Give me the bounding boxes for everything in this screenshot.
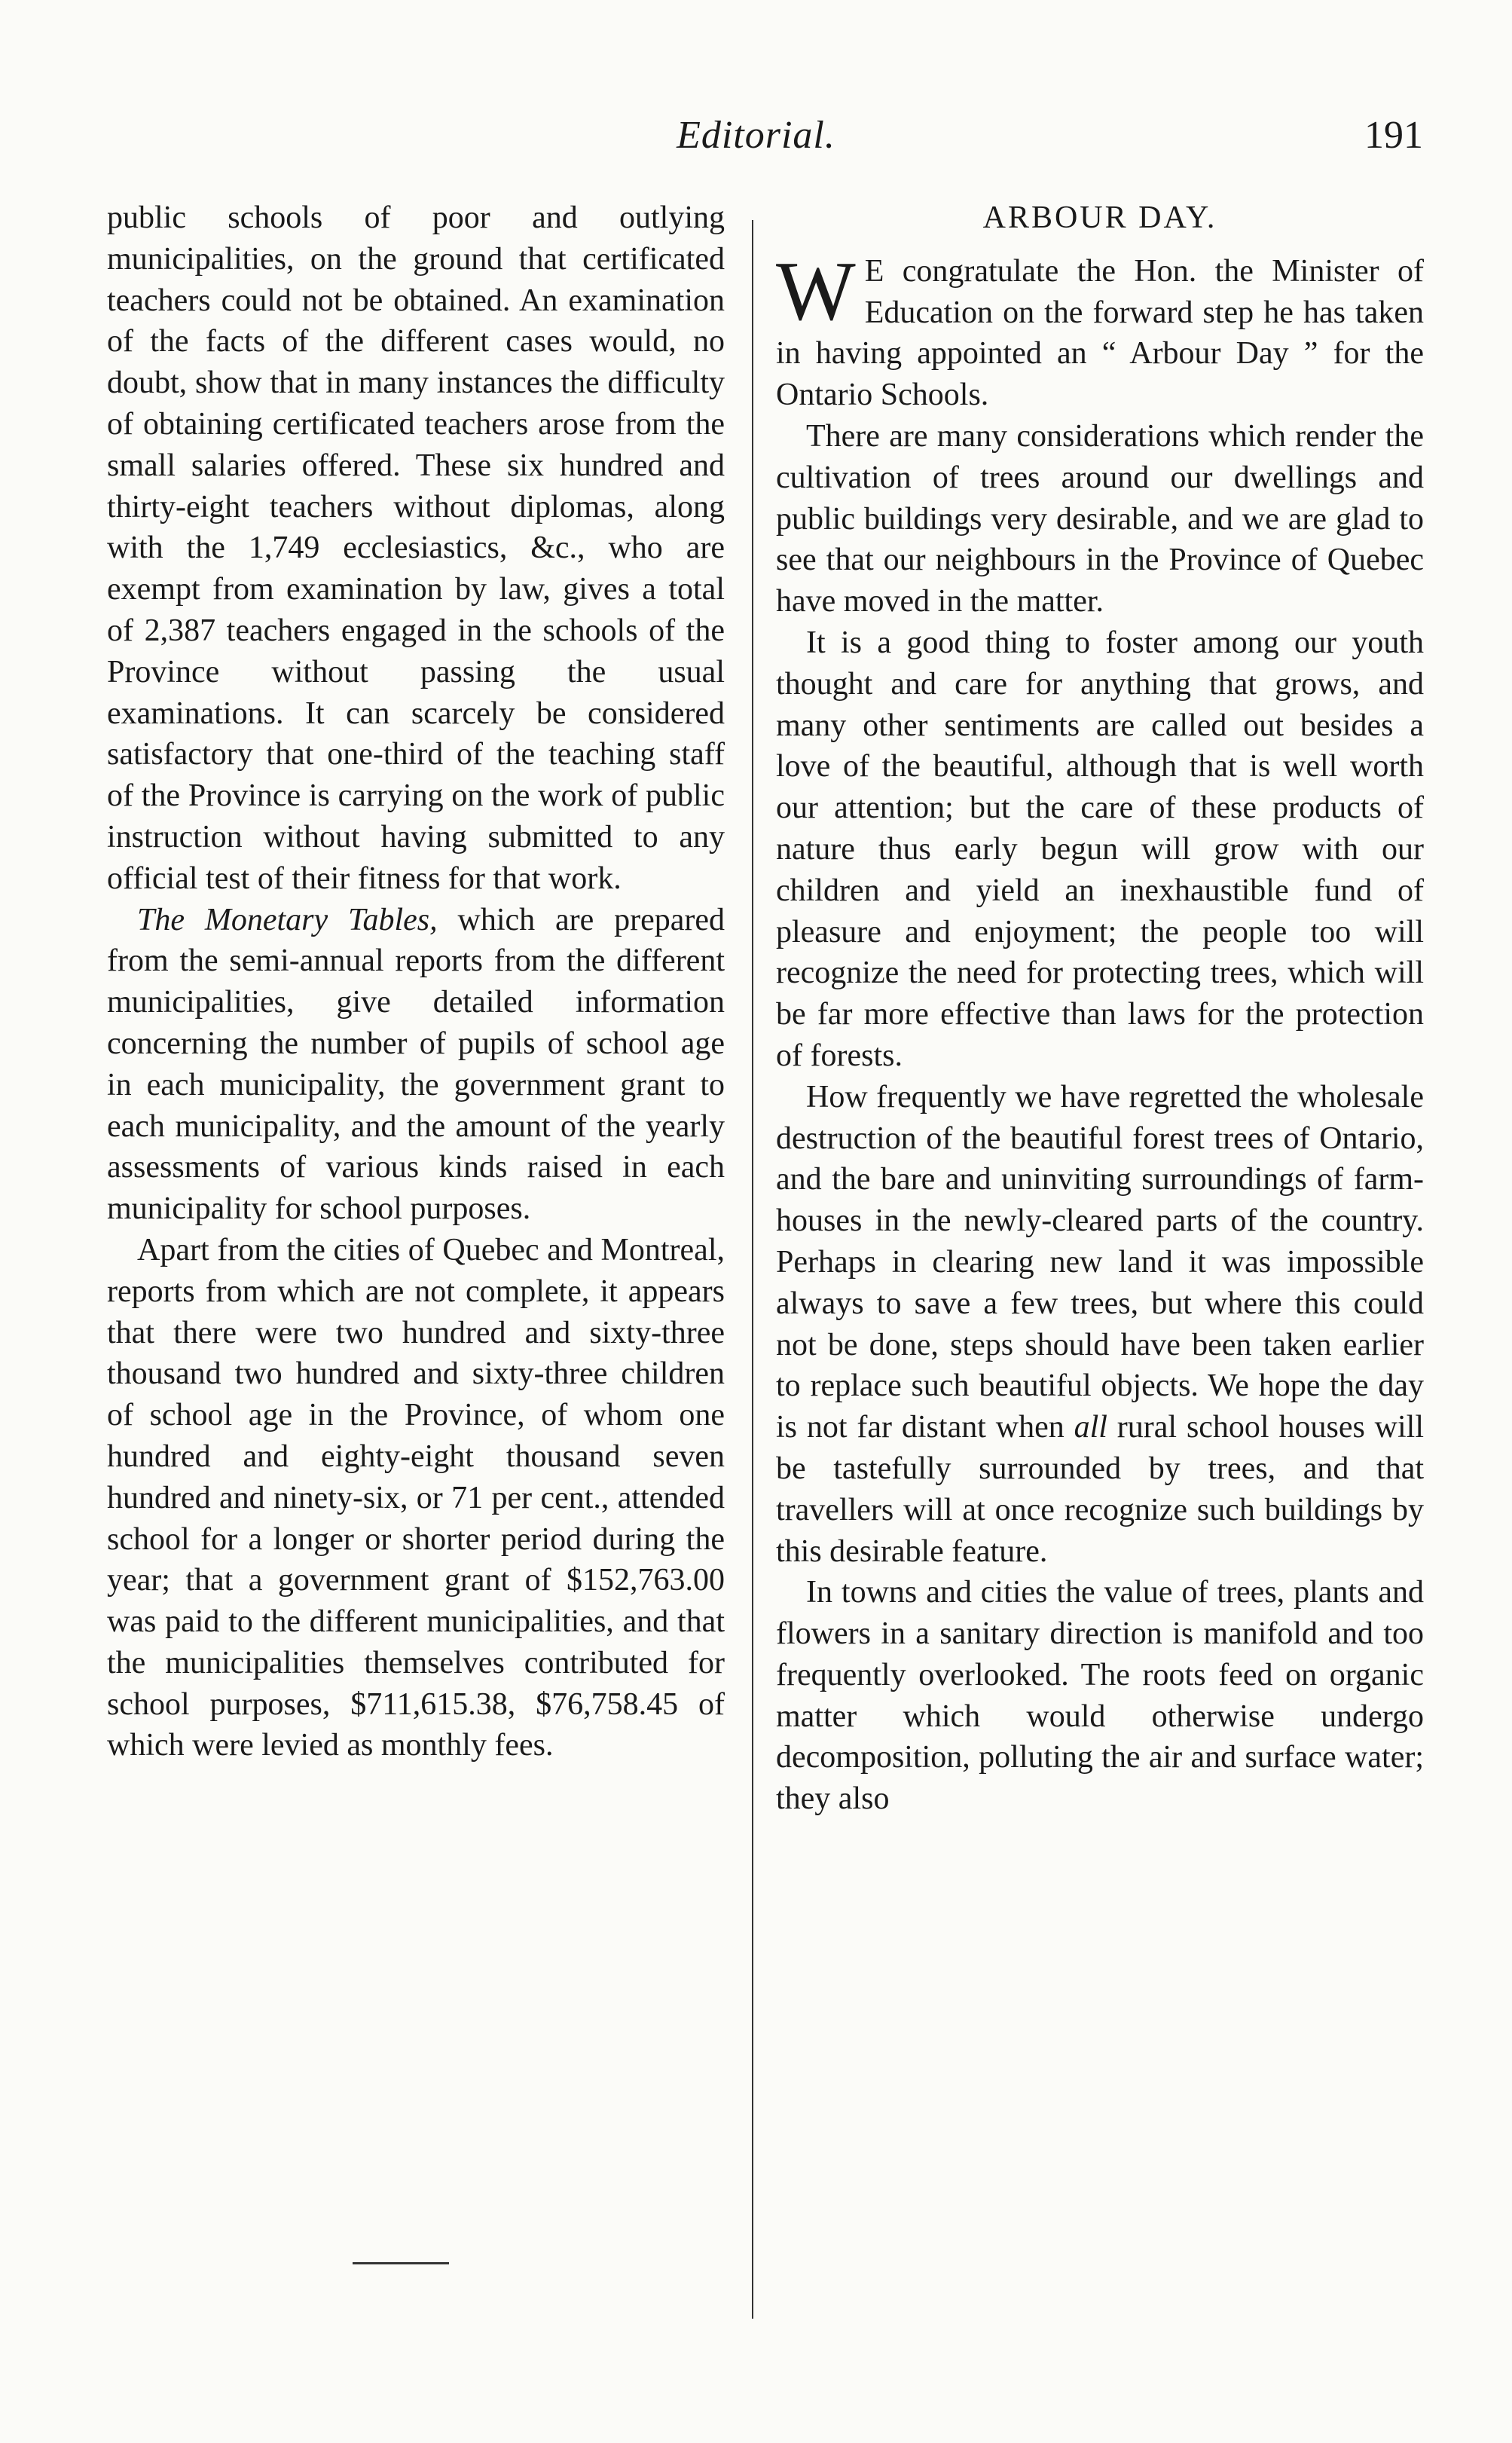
monetary-tables-italic: The Monetary Tables, [137, 902, 438, 937]
paragraph-monetary-tables [107, 900, 725, 1230]
section-heading: ARBOUR DAY. [982, 200, 1217, 235]
page-number: 191 [1364, 114, 1423, 157]
paragraph-considerations: There are many considerations which render the cultivation of trees around our dwellings and public buildings very desirable, and we are glad to see that our neighbours in the Province of Quebec have moved in the matter. [776, 418, 1424, 619]
paragraph-school-statistics: Apart from the cities of Quebec and Montreal, reports from which are not complete, it appears that there were two hundred and sixty-three thousand two hundred and sixty-three children of school age in the Province, of whom one hundred and eighty-eight thousand seven hundred and ninety-six, or 71 per cent., attended school for a longer or shorter period during the year; that a government grant of $152,763.00 was paid to the different municipalities, and that the municipalities themselves contributed for school purposes, $711,615.38, $76,758.45 of which were levied as monthly fees. [107, 1232, 725, 1763]
congratulate-text: E congratulate the Hon. the Minister of Education on the forward step he has taken in having appointed an “ Arbour Day ” for the Ontario Schools. [776, 253, 1424, 413]
section-end-rule [353, 2262, 449, 2264]
drop-cap: W [776, 244, 856, 338]
regret-italic: all [1074, 1410, 1107, 1445]
paragraph-teachers: public schools of poor and outlying municipalities, on the ground that certificated teachers could not be obtained. An examination of the facts of the different cases would, no doubt, show that in many instances the difficulty of obtaining certificated teachers arose from the small salaries offered. These six hundred and thirty-eight teachers without diplomas, along with the 1,749 ecclesiastics, &c., who are exempt from examination by law, gives a total of 2,387 teachers engaged in the schools of the Province without passing the usual examinations. It can scarcely be considered satisfactory that one-third of the teaching staff of the Province is carrying on the work of public instruction without having submitted to any official test of their fitness for that work. [107, 200, 725, 896]
regret-text-before: How frequently we have regretted the wholesale destruction of the beautiful forest trees of Ontario, and the bare and uninviting surroundings of farm-houses in the newly-cleared parts of the country. Perhaps in clearing new land it was impossible always to save a few trees, but where this could not be done, steps should have been taken earlier to replace such beautiful objects. We hope the day is not far distant when [776, 1079, 1424, 1445]
paragraph-regret [776, 1077, 1424, 1573]
running-header: Editorial. [677, 114, 835, 157]
paragraph-towns: In towns and cities the value of trees, plants and flowers in a sanitary direction is manifold and too frequently overlooked. The roots feed on organic matter which would otherwise undergo decomposition, polluting the air and surface water; they also [776, 1575, 1424, 1817]
regret-text-after: rural school houses will be tastefully surrounded by trees, and that travellers will at once recognize such buildings by this desirable feature. [776, 1410, 1425, 1569]
left-column [107, 197, 725, 1766]
right-column [776, 197, 1424, 1820]
paragraph-congratulate [776, 244, 1424, 416]
paragraph-foster: It is a good thing to foster among our youth thought and care for anything that grows, and many other sentiments are called out besides a love of the beautiful, although that is well worth our attention; but the care of these products of nature thus early begun will grow with our children and yield an inexhaustible fund of pleasure and enjoyment; the people too will recognize the need for protecting trees, which will be far more effective than laws for the protection of forests. [776, 625, 1424, 1073]
monetary-tables-text: which are prepared from the semi-annual reports from the different municipalities, give detailed information concerning the number of pupils of school age in each municipality, the government grant to each municipality, and the amount of the yearly assessments of various kinds raised in each municipality for school purposes. [107, 902, 725, 1227]
column-divider [752, 220, 753, 2319]
